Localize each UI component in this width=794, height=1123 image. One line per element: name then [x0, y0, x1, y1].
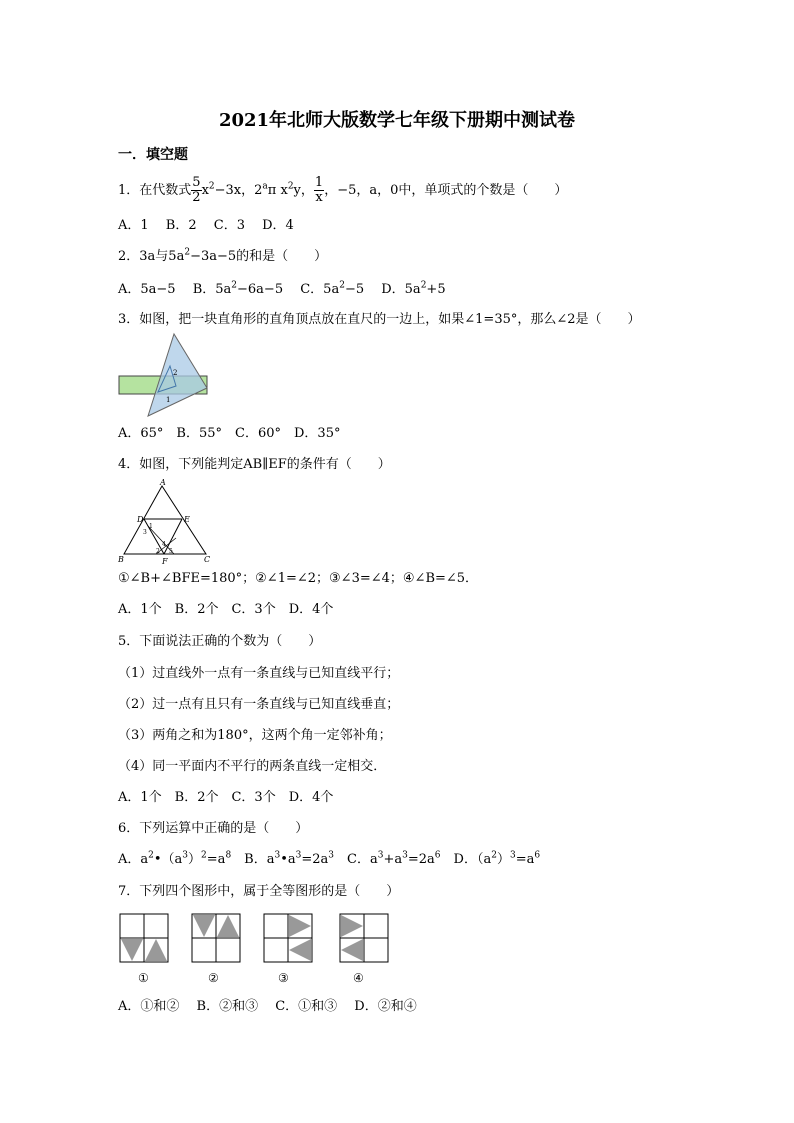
figure-4-label: ④: [353, 971, 364, 985]
ruler-triangle-figure: [118, 332, 210, 418]
exponent: 2: [420, 280, 427, 291]
question-5-item: （2）过一点有且只有一条直线与已知直线垂直；: [118, 697, 400, 712]
exponent: 3: [274, 850, 281, 861]
q2-option-text: −5 D．5a: [344, 282, 421, 297]
angle-1-label: 1: [166, 396, 171, 404]
exponent: 8: [225, 850, 232, 861]
question-4-conditions: ①∠B+∠BFE=180°；②∠1=∠2；③∠3=∠4；④∠B=∠5．: [118, 571, 479, 586]
q6-text: =a: [206, 852, 226, 867]
q2-text: −3a−5的和是（ ）: [190, 249, 328, 264]
exponent: 2: [201, 850, 207, 861]
angle-label-2: 2: [156, 548, 160, 555]
q6-text: ）: [188, 852, 202, 867]
q2-option-text: A．5a−5 B．5a: [118, 282, 232, 297]
q6-text: ）: [496, 852, 510, 867]
figure-2: [192, 914, 240, 985]
question-3-options: A．65° B．55° C．60° D．35°: [118, 426, 341, 441]
figure-1: [120, 914, 168, 985]
question-1-stem: [118, 176, 567, 206]
question-5-options: A．1个 B．2个 C．3个 D．4个: [118, 790, 334, 805]
exponent: 6: [534, 850, 541, 861]
label-B: B: [118, 555, 124, 564]
question-4-stem: 4．如图，下列能判定AB∥EF的条件有（ ）: [118, 457, 391, 472]
question-7-stem: 7．下列四个图形中，属于全等图形的是（ ）: [118, 884, 400, 899]
numerator: 1: [314, 175, 324, 190]
figure-2-label: ②: [208, 971, 219, 985]
q6-text: =2a: [407, 852, 435, 867]
q1-text: y，: [293, 183, 314, 198]
q1-text: ，−5，a，0中，单项式的个数是（ ）: [324, 183, 568, 198]
question-5-item: （3）两角之和为180°，这两个角一定邻补角；: [118, 728, 392, 743]
question-5-item: （4）同一平面内不平行的两条直线一定相交．: [118, 759, 387, 774]
exponent: a: [262, 181, 268, 192]
angle-label-3: 3: [143, 529, 147, 536]
triangle-abc-figure: [118, 478, 214, 566]
exponent: 3: [182, 850, 189, 861]
exponent: 2: [287, 181, 294, 192]
label-E: E: [184, 515, 190, 524]
segment-ef: [164, 519, 182, 554]
congruence-figures: [118, 912, 394, 988]
q6-text: +a: [383, 852, 403, 867]
question-3-stem: 3．如图，把一块直角形的直角顶点放在直尺的一边上，如果∠1=35°，那么∠2是（ ）: [118, 312, 641, 327]
exponent: 2: [231, 280, 238, 291]
exponent: 3: [328, 850, 335, 861]
label-A: A: [160, 478, 166, 487]
exponent: 2: [148, 850, 154, 861]
angle-label-1: 1: [149, 523, 153, 530]
label-F: F: [162, 557, 168, 566]
exponent: 3: [509, 850, 516, 861]
fraction: [191, 176, 201, 205]
figure-3-label: ③: [278, 971, 289, 985]
angle-2-label: 2: [173, 369, 178, 377]
q6-text: •（a: [153, 852, 183, 867]
exponent: 3: [377, 850, 384, 861]
q6-text: =a: [515, 852, 535, 867]
q6-text: =2a: [301, 852, 329, 867]
q6-text: C．a: [334, 852, 378, 867]
set-square: [148, 334, 207, 416]
exponent: 2: [491, 850, 497, 861]
q6-text: B．a: [231, 852, 275, 867]
q2-option-text: −6a−5 C．5a: [237, 282, 340, 297]
question-5-stem: 5．下面说法正确的个数为（ ）: [118, 634, 322, 649]
figure-4: [340, 914, 388, 985]
exponent: 2: [339, 280, 345, 291]
q6-text: •a: [280, 852, 296, 867]
label-C: C: [204, 555, 211, 564]
question-2-stem: [118, 248, 327, 266]
section-heading: 一．填空题: [118, 147, 188, 163]
exponent: 3: [402, 850, 408, 861]
denominator: 2: [192, 190, 201, 205]
q6-text: A．a: [118, 852, 149, 867]
q1-text: 1．在代数式: [118, 183, 192, 198]
question-5-item: （1）过直线外一点有一条直线与已知直线平行；: [118, 666, 400, 681]
question-1-options: A．1 B．2 C．3 D．4: [118, 218, 294, 233]
q2-text: 2．3a与5a: [118, 249, 185, 264]
numerator: 5: [192, 175, 201, 190]
exponent: 2: [208, 181, 215, 192]
denominator: x: [315, 190, 323, 205]
figure-3: [264, 914, 312, 985]
question-6-options: [118, 851, 540, 869]
label-D: D: [137, 515, 144, 524]
page-title: 2021年北师大版数学七年级下册期中测试卷: [218, 110, 576, 131]
fraction: [314, 176, 324, 205]
exponent: 2: [184, 247, 191, 258]
q1-text: x: [201, 183, 209, 198]
angle-label-4: 4: [162, 541, 166, 548]
q2-option-text: +5: [426, 282, 446, 297]
question-7-options: A．①和② B．②和③ C．①和③ D．②和④: [118, 999, 417, 1014]
question-6-stem: 6．下列运算中正确的是（ ）: [118, 821, 309, 836]
question-4-options: A．1个 B．2个 C．3个 D．4个: [118, 602, 334, 617]
q6-text: D．（a: [440, 852, 492, 867]
question-2-options: [118, 281, 446, 299]
exponent: 6: [434, 850, 441, 861]
q1-text: −3x，2: [214, 183, 263, 198]
segment-df: [144, 519, 164, 554]
exponent: 3: [295, 850, 302, 861]
figure-1-label: ①: [138, 971, 149, 985]
q1-text: π x: [267, 183, 288, 198]
angle-label-5: 5: [169, 548, 173, 555]
